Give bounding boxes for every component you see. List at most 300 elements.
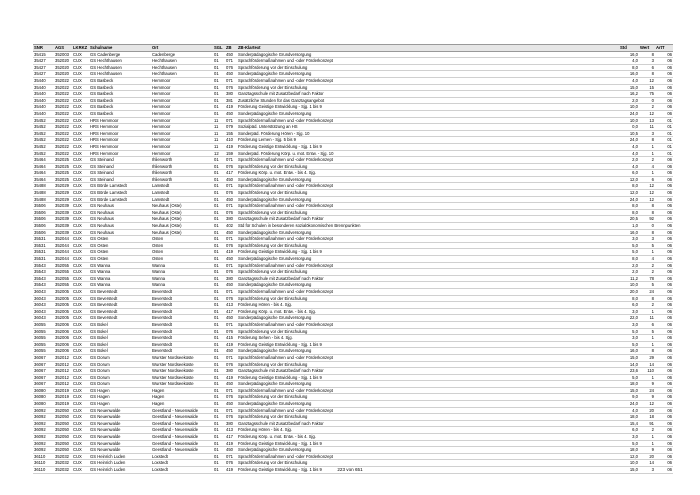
table-row	[33, 176, 673, 183]
table-row	[33, 77, 673, 84]
cell-ags: 352022	[54, 97, 72, 104]
cell-schulname: GS Neuhaus	[89, 203, 151, 210]
cell-snr: 35464	[33, 157, 54, 164]
cell-lkrkz: CUX	[72, 117, 89, 124]
cell-artt: 06	[655, 401, 673, 408]
cell-artt: 06	[655, 196, 673, 203]
table-row	[33, 196, 673, 203]
cell-zb-klartext: Sprachfördermaßnahmen und -oder Förderkonzept	[237, 387, 619, 394]
cell-lkrkz: CUX	[72, 64, 89, 71]
cell-sgl: 01	[213, 453, 225, 460]
cell-ags: 352039	[54, 209, 72, 216]
cell-zb: 071	[225, 354, 237, 361]
cell-snr: 36092	[33, 407, 54, 414]
cell-std: 2,0	[619, 97, 639, 104]
cell-sgl: 01	[213, 104, 225, 111]
table-row	[33, 414, 673, 421]
table-row	[33, 354, 673, 361]
cell-ags: 352005	[54, 295, 72, 302]
cell-lkrkz: CUX	[72, 282, 89, 289]
cell-zb-klartext: Ganztagsschule mit Zusatzbedarf nach Faktor	[237, 275, 619, 282]
table-row	[33, 453, 673, 460]
cell-schulname: GS Börde Lamstedt	[89, 190, 151, 197]
cell-ags: 352055	[54, 269, 72, 276]
table-row	[33, 407, 673, 414]
cell-ags: 352044	[54, 236, 72, 243]
cell-artt: 06	[655, 223, 673, 230]
cell-lkrkz: CUX	[72, 150, 89, 157]
cell-zb: 076	[225, 460, 237, 467]
cell-zb-klartext: Sprachförderung vor der Einschulung	[237, 414, 619, 421]
cell-snr: 35440	[33, 110, 54, 117]
cell-ort: Lamstedt	[151, 183, 213, 190]
cell-sgl: 01	[213, 460, 225, 467]
col-header-schulname: Schulname	[89, 45, 151, 52]
cell-sgl: 01	[213, 308, 225, 315]
cell-schulname: GS Neuenwalde	[89, 414, 151, 421]
cell-ags: 352022	[54, 117, 72, 124]
cell-ort: Hemmoor	[151, 84, 213, 91]
cell-lkrkz: CUX	[72, 354, 89, 361]
cell-ort: Wurster Nordseeküste	[151, 381, 213, 388]
cell-ags: 352006	[54, 348, 72, 355]
cell-schulname: GS Neuhaus	[89, 223, 151, 230]
cell-ort: Osten	[151, 236, 213, 243]
cell-schulname: HRS Hemmoor	[89, 130, 151, 137]
cell-sgl: 01	[213, 176, 225, 183]
cell-ort: Lamstedt	[151, 196, 213, 203]
cell-ags: 352003	[54, 51, 72, 58]
cell-ort: Wurster Nordseeküste	[151, 368, 213, 375]
cell-zb-klartext: Sprachfördermaßnahmen und -oder Förderkonzept	[237, 262, 619, 269]
cell-zb: 071	[225, 157, 237, 164]
cell-schulname: GS Osten	[89, 249, 151, 256]
cell-wert: 4	[639, 256, 655, 263]
cell-std: 4,0	[619, 163, 639, 170]
cell-zb-klartext: Sprachfördermaßnahmen und -oder Förderkonzept	[237, 354, 619, 361]
cell-ort: Geestland - Neuenwalde	[151, 407, 213, 414]
cell-std: 15,0	[619, 387, 639, 394]
cell-zb-klartext: Sonderpäd. Förderung Körp. u. mot. Entw. - Sjg. 10	[237, 150, 619, 157]
cell-std: 2,0	[619, 157, 639, 164]
cell-zb: 076	[225, 269, 237, 276]
page-number: 223 von 651	[337, 467, 363, 472]
cell-std: 16,0	[619, 348, 639, 355]
cell-wert: 15	[639, 84, 655, 91]
table-row	[33, 117, 673, 124]
cell-sgl: 01	[213, 427, 225, 434]
cell-std: 18,0	[619, 381, 639, 388]
cell-zb: 417	[225, 434, 237, 441]
cell-schulname: GS Bokel	[89, 341, 151, 348]
cell-artt: 06	[655, 236, 673, 243]
table-row	[33, 387, 673, 394]
cell-ort: Beverstedt	[151, 341, 213, 348]
cell-snr: 35452	[33, 117, 54, 124]
cell-snr: 36080	[33, 401, 54, 408]
cell-artt: 06	[655, 71, 673, 78]
cell-sgl: 01	[213, 196, 225, 203]
cell-sgl: 01	[213, 229, 225, 236]
cell-std: 3,0	[619, 335, 639, 342]
cell-lkrkz: CUX	[72, 302, 89, 309]
cell-snr: 35452	[33, 143, 54, 150]
cell-schulname: GS Basbeck	[89, 77, 151, 84]
cell-zb-klartext: Sonderpädagogische Grundversorgung	[237, 315, 619, 322]
cell-zb: 155	[225, 130, 237, 137]
cell-zb: 071	[225, 58, 237, 65]
cell-wert: 2	[639, 302, 655, 309]
cell-sgl: 01	[213, 321, 225, 328]
cell-zb: 071	[225, 117, 237, 124]
cell-artt: 06	[655, 348, 673, 355]
cell-std: 10,5	[619, 130, 639, 137]
cell-lkrkz: CUX	[72, 190, 89, 197]
cell-lkrkz: CUX	[72, 124, 89, 131]
cell-ags: 352025	[54, 170, 72, 177]
cell-std: 4,0	[619, 77, 639, 84]
cell-lkrkz: CUX	[72, 183, 89, 190]
cell-wert: 12	[639, 190, 655, 197]
cell-ags: 352032	[54, 460, 72, 467]
table-row	[33, 262, 673, 269]
cell-zb-klartext: Sonderpäd. Förderung Hören - Sjg. 10	[237, 130, 619, 137]
cell-snr: 35531	[33, 236, 54, 243]
cell-wert: 8	[639, 348, 655, 355]
table-row	[33, 256, 673, 263]
cell-wert: 91	[639, 420, 655, 427]
cell-ags: 352044	[54, 249, 72, 256]
table-row	[33, 137, 673, 144]
cell-ags: 352006	[54, 341, 72, 348]
cell-artt: 06	[655, 315, 673, 322]
cell-std: 16,2	[619, 91, 639, 98]
cell-ags: 352005	[54, 315, 72, 322]
cell-ags: 352050	[54, 407, 72, 414]
cell-artt: 06	[655, 453, 673, 460]
cell-ags: 352050	[54, 434, 72, 441]
table-body	[33, 51, 673, 473]
cell-schulname: GS Neuhaus	[89, 216, 151, 223]
table-row	[33, 223, 673, 230]
cell-ort: Beverstedt	[151, 348, 213, 355]
cell-snr: 36055	[33, 328, 54, 335]
table-row	[33, 97, 673, 104]
cell-lkrkz: CUX	[72, 407, 89, 414]
cell-lkrkz: CUX	[72, 295, 89, 302]
cell-wert: 18	[639, 414, 655, 421]
cell-schulname: GS Neuenwalde	[89, 434, 151, 441]
table-row	[33, 295, 673, 302]
cell-zb-klartext: Sonderpädagogische Grundversorgung	[237, 381, 619, 388]
cell-wert: 78	[639, 275, 655, 282]
cell-artt: 06	[655, 374, 673, 381]
cell-zb-klartext: Sonderpädagogische Grundversorgung	[237, 71, 619, 78]
cell-zb-klartext: Sprachförderung vor der Einschulung	[237, 242, 619, 249]
cell-wert: 2	[639, 157, 655, 164]
cell-schulname: GS Bokel	[89, 328, 151, 335]
cell-snr: 36055	[33, 335, 54, 342]
cell-schulname: HRS Hemmoor	[89, 143, 151, 150]
cell-ort: Beverstedt	[151, 302, 213, 309]
cell-wert: 3	[639, 236, 655, 243]
cell-std: 9,0	[619, 394, 639, 401]
cell-sgl: 01	[213, 354, 225, 361]
cell-std: 5,0	[619, 440, 639, 447]
cell-snr: 35440	[33, 84, 54, 91]
cell-zb-klartext: Sprachförderung vor der Einschulung	[237, 361, 619, 368]
cell-ags: 352019	[54, 401, 72, 408]
cell-wert: 12	[639, 196, 655, 203]
cell-snr: 36055	[33, 321, 54, 328]
cell-zb-klartext: Förderung Geistige Entwicklung - Sjg. 1 bis 9	[237, 249, 619, 256]
cell-wert: 24	[639, 288, 655, 295]
cell-artt: 06	[655, 295, 673, 302]
cell-ort: Osten	[151, 256, 213, 263]
cell-ort: Osten	[151, 242, 213, 249]
cell-zb: 450	[225, 71, 237, 78]
cell-zb: 450	[225, 401, 237, 408]
cell-ort: Hemmoor	[151, 104, 213, 111]
cell-lkrkz: CUX	[72, 341, 89, 348]
cell-zb: 419	[225, 440, 237, 447]
cell-zb: 076	[225, 163, 237, 170]
cell-sgl: 01	[213, 203, 225, 210]
cell-artt: 06	[655, 229, 673, 236]
cell-sgl: 01	[213, 110, 225, 117]
cell-wert: 8	[639, 71, 655, 78]
cell-lkrkz: CUX	[72, 460, 89, 467]
cell-ags: 352032	[54, 453, 72, 460]
cell-artt: 06	[655, 183, 673, 190]
cell-ort: Geestland - Neuenwalde	[151, 420, 213, 427]
cell-snr: 36092	[33, 440, 54, 447]
cell-zb-klartext: Sprachförderung vor der Einschulung	[237, 328, 619, 335]
cell-schulname: GS Neuhaus	[89, 229, 151, 236]
cell-ort: Wanna	[151, 262, 213, 269]
cell-std: 3,0	[619, 236, 639, 243]
cell-schulname: GS Hechthausen	[89, 58, 151, 65]
cell-ort: Beverstedt	[151, 315, 213, 322]
cell-sgl: 01	[213, 91, 225, 98]
cell-wert: 92	[639, 216, 655, 223]
cell-schulname: GS Heinrich Luden	[89, 460, 151, 467]
cell-ort: Wanna	[151, 275, 213, 282]
table-row	[33, 236, 673, 243]
cell-sgl: 01	[213, 434, 225, 441]
col-header-std: Std	[619, 45, 639, 52]
cell-zb-klartext: Sprachfördermaßnahmen und -oder Förderkonzept	[237, 236, 619, 243]
table-row	[33, 58, 673, 65]
cell-zb-klartext: Std für Schulen in besonderen sozialökonomischen Brennpunkten	[237, 223, 619, 230]
cell-sgl: 01	[213, 447, 225, 454]
cell-snr: 35506	[33, 223, 54, 230]
cell-artt: 01	[655, 150, 673, 157]
cell-std: 4,0	[619, 143, 639, 150]
cell-schulname: GS Hagen	[89, 401, 151, 408]
cell-ags: 352019	[54, 394, 72, 401]
cell-ags: 352005	[54, 308, 72, 315]
cell-artt: 06	[655, 407, 673, 414]
cell-std: 10,0	[619, 282, 639, 289]
cell-wert: 8	[639, 229, 655, 236]
cell-schulname: GS Bokel	[89, 321, 151, 328]
cell-wert: 1	[639, 170, 655, 177]
cell-artt: 06	[655, 97, 673, 104]
cell-sgl: 01	[213, 157, 225, 164]
cell-std: 8,0	[619, 209, 639, 216]
table-row	[33, 124, 673, 131]
cell-artt: 06	[655, 467, 673, 474]
cell-ort: Loxstedt	[151, 453, 213, 460]
cell-artt: 06	[655, 335, 673, 342]
cell-std: 20,5	[619, 216, 639, 223]
cell-zb: 071	[225, 387, 237, 394]
cell-artt: 06	[655, 203, 673, 210]
cell-ags: 352012	[54, 361, 72, 368]
cell-zb-klartext: Sonderpädagogische Grundversorgung	[237, 110, 619, 117]
cell-lkrkz: CUX	[72, 143, 89, 150]
cell-wert: 2	[639, 104, 655, 111]
cell-snr: 35531	[33, 249, 54, 256]
cell-schulname: GS Neuenwalde	[89, 440, 151, 447]
cell-zb: 417	[225, 170, 237, 177]
cell-wert: 11	[639, 124, 655, 131]
cell-artt: 06	[655, 216, 673, 223]
col-header-wert: Wert	[639, 45, 655, 52]
cell-ort: Beverstedt	[151, 295, 213, 302]
cell-wert: 1	[639, 374, 655, 381]
table-row	[33, 130, 673, 137]
cell-zb: 071	[225, 288, 237, 295]
cell-zb-klartext: Sozialpäd. Unterstützung an HS	[237, 124, 619, 131]
cell-ags: 352022	[54, 137, 72, 144]
cell-schulname: GS Wanna	[89, 269, 151, 276]
cell-zb-klartext: Sonderpädagogische Grundversorgung	[237, 256, 619, 263]
cell-ort: Hemmoor	[151, 137, 213, 144]
cell-artt: 06	[655, 262, 673, 269]
cell-ags: 352039	[54, 216, 72, 223]
cell-sgl: 01	[213, 64, 225, 71]
cell-lkrkz: CUX	[72, 348, 89, 355]
cell-zb-klartext: Sprachförderung vor der Einschulung	[237, 209, 619, 216]
cell-schulname: GS Neuenwalde	[89, 420, 151, 427]
cell-lkrkz: CUX	[72, 321, 89, 328]
cell-zb: 071	[225, 183, 237, 190]
table-row	[33, 420, 673, 427]
cell-snr: 35543	[33, 262, 54, 269]
cell-ags: 352020	[54, 58, 72, 65]
cell-ort: Neuhaus (Oste)	[151, 223, 213, 230]
cell-snr: 35464	[33, 170, 54, 177]
table-row	[33, 447, 673, 454]
table-row	[33, 368, 673, 375]
cell-ags: 352012	[54, 354, 72, 361]
cell-sgl: 01	[213, 414, 225, 421]
cell-sgl: 01	[213, 467, 225, 474]
cell-wert: 24	[639, 387, 655, 394]
cell-zb: 413	[225, 427, 237, 434]
cell-ags: 352006	[54, 321, 72, 328]
cell-schulname: GS Börde Lamstedt	[89, 183, 151, 190]
cell-sgl: 01	[213, 236, 225, 243]
cell-lkrkz: CUX	[72, 262, 89, 269]
cell-lkrkz: CUX	[72, 381, 89, 388]
table-row	[33, 308, 673, 315]
cell-snr: 36092	[33, 434, 54, 441]
cell-zb: 415	[225, 335, 237, 342]
cell-lkrkz: CUX	[72, 447, 89, 454]
cell-wert: 1	[639, 308, 655, 315]
table-row	[33, 104, 673, 111]
cell-snr: 35452	[33, 150, 54, 157]
cell-zb-klartext: Sprachfördermaßnahmen und -oder Förderkonzept	[237, 288, 619, 295]
cell-artt: 01	[655, 117, 673, 124]
cell-zb: 076	[225, 414, 237, 421]
data-table	[33, 44, 673, 474]
cell-sgl: 01	[213, 190, 225, 197]
col-header-snr: SNR	[33, 45, 54, 52]
cell-ort: Hagen	[151, 401, 213, 408]
cell-wert: 3	[639, 58, 655, 65]
cell-ags: 352050	[54, 447, 72, 454]
cell-zb-klartext: Sprachförderung vor der Einschulung	[237, 394, 619, 401]
cell-zb: 381	[225, 97, 237, 104]
cell-ags: 352019	[54, 387, 72, 394]
cell-ags: 352022	[54, 84, 72, 91]
cell-zb: 071	[225, 77, 237, 84]
cell-artt: 06	[655, 308, 673, 315]
cell-ags: 352022	[54, 91, 72, 98]
cell-std: 15,0	[619, 354, 639, 361]
cell-snr: 35440	[33, 97, 54, 104]
cell-schulname: GS Börde Lamstedt	[89, 196, 151, 203]
cell-zb-klartext: Förderung Geistige Entwicklung - Sjg. 1 bis 9	[237, 143, 619, 150]
cell-std: 5,0	[619, 374, 639, 381]
cell-ort: Hemmoor	[151, 117, 213, 124]
cell-artt: 06	[655, 361, 673, 368]
cell-schulname: GS Basbeck	[89, 91, 151, 98]
cell-wert: 4	[639, 163, 655, 170]
cell-ags: 352032	[54, 467, 72, 474]
cell-artt: 06	[655, 341, 673, 348]
cell-lkrkz: CUX	[72, 58, 89, 65]
cell-sgl: 11	[213, 124, 225, 131]
cell-artt: 06	[655, 394, 673, 401]
cell-schulname: GS Heinrich Luden	[89, 453, 151, 460]
cell-snr: 36067	[33, 381, 54, 388]
cell-artt: 06	[655, 427, 673, 434]
cell-artt: 06	[655, 249, 673, 256]
cell-snr: 36092	[33, 414, 54, 421]
table-row	[33, 163, 673, 170]
cell-schulname: GS Steinand	[89, 157, 151, 164]
cell-snr: 36043	[33, 315, 54, 322]
cell-std: 14,0	[619, 361, 639, 368]
cell-schulname: GS Basbeck	[89, 104, 151, 111]
cell-ort: Osten	[151, 249, 213, 256]
cell-ags: 352050	[54, 420, 72, 427]
cell-schulname: GS Steinand	[89, 170, 151, 177]
cell-sgl: 01	[213, 77, 225, 84]
table-row	[33, 110, 673, 117]
cell-ags: 352039	[54, 229, 72, 236]
table-row	[33, 302, 673, 309]
cell-snr: 35543	[33, 282, 54, 289]
cell-ort: Wurster Nordseeküste	[151, 361, 213, 368]
cell-sgl: 01	[213, 97, 225, 104]
cell-std: 4,0	[619, 407, 639, 414]
